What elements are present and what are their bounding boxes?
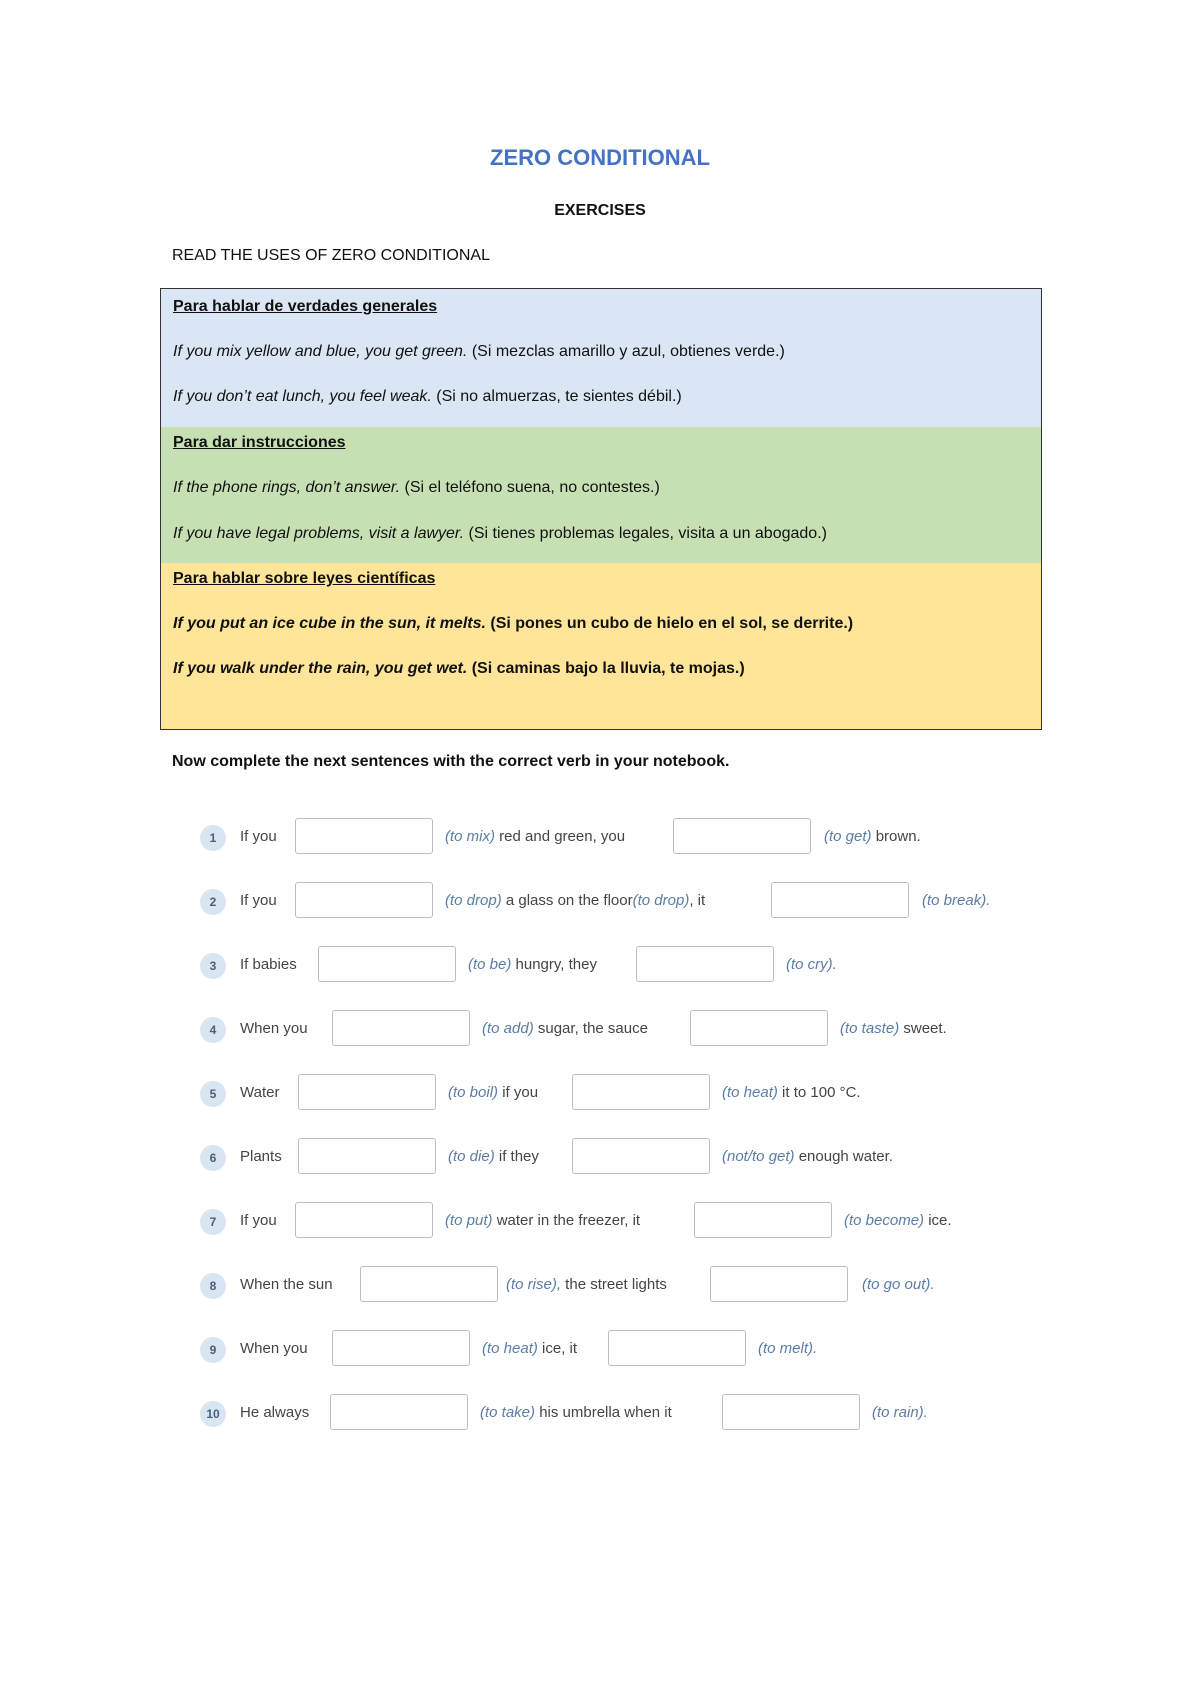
sentence-middle bbox=[506, 1276, 667, 1293]
answer-blank-2[interactable] bbox=[722, 1394, 860, 1430]
sentence-text: a glass on the floor bbox=[501, 892, 633, 909]
sentence-end bbox=[872, 1404, 928, 1421]
sentence-text: hungry, they bbox=[511, 956, 597, 973]
sentence-middle bbox=[448, 1084, 538, 1101]
uses-table bbox=[160, 288, 1042, 730]
science-example-1-en: If you put an ice cube in the sun, it melts. bbox=[173, 615, 486, 632]
sentence-end bbox=[840, 1020, 947, 1037]
sentence-end bbox=[786, 956, 837, 973]
sentence-start: If you bbox=[240, 828, 277, 845]
sentence-text: his umbrella when it bbox=[535, 1404, 672, 1421]
verb-hint: (to heat) bbox=[482, 1340, 538, 1357]
general-example-1-es: (Si mezclas amarillo y azul, obtienes verde.) bbox=[467, 343, 785, 360]
answer-blank-1[interactable] bbox=[330, 1394, 468, 1430]
verb-hint: (to melt). bbox=[758, 1340, 818, 1357]
science-example-2-en: If you walk under the rain, you get wet. bbox=[173, 660, 468, 677]
verb-hint: (to taste) bbox=[840, 1020, 900, 1037]
verb-hint: (to break). bbox=[922, 892, 991, 909]
exercise-number: 2 bbox=[200, 889, 226, 915]
sentence-middle bbox=[445, 892, 705, 909]
exercise-number: 5 bbox=[200, 1081, 226, 1107]
exercise-row bbox=[200, 1266, 1080, 1304]
answer-blank-1[interactable] bbox=[298, 1074, 436, 1110]
exercise-row bbox=[200, 1330, 1080, 1368]
verb-hint: (to get) bbox=[824, 828, 872, 845]
verb-hint: (to cry). bbox=[786, 956, 837, 973]
exercise-row bbox=[200, 946, 1080, 984]
instructions-example-1-en: If the phone rings, don’t answer. bbox=[173, 479, 401, 496]
science-laws-heading: Para hablar sobre leyes científicas bbox=[173, 570, 436, 587]
sentence-text: brown. bbox=[871, 828, 921, 845]
sentence-start: If you bbox=[240, 1212, 277, 1229]
exercise-row bbox=[200, 818, 1080, 856]
verb-hint: (to put) bbox=[445, 1212, 493, 1229]
verb-hint: (to mix) bbox=[445, 828, 495, 845]
general-truths-heading: Para hablar de verdades generales bbox=[173, 298, 438, 315]
instructions-example-1 bbox=[173, 479, 660, 497]
answer-blank-1[interactable] bbox=[298, 1138, 436, 1174]
general-example-1 bbox=[173, 343, 785, 361]
exercise-number: 8 bbox=[200, 1273, 226, 1299]
answer-blank-1[interactable] bbox=[360, 1266, 498, 1302]
sentence-text: if they bbox=[494, 1148, 539, 1165]
instructions-example-2 bbox=[173, 525, 827, 543]
sentence-end bbox=[722, 1084, 861, 1101]
science-example-1 bbox=[173, 615, 853, 633]
sentence-end bbox=[824, 828, 921, 845]
verb-hint: (to become) bbox=[844, 1212, 925, 1229]
answer-blank-2[interactable] bbox=[694, 1202, 832, 1238]
sentence-start: When you bbox=[240, 1020, 308, 1037]
exercise-instruction: Now complete the next sentences with the correct verb in your notebook. bbox=[172, 753, 730, 770]
sentence-start: If babies bbox=[240, 956, 297, 973]
sentence-end bbox=[844, 1212, 952, 1229]
verb-hint: (to die) bbox=[448, 1148, 495, 1165]
answer-blank-1[interactable] bbox=[295, 882, 433, 918]
verb-hint: (to boil) bbox=[448, 1084, 499, 1101]
sentence-middle bbox=[482, 1340, 577, 1357]
sentence-text: enough water. bbox=[794, 1148, 893, 1165]
science-example-2-es: (Si caminas bajo la lluvia, te mojas.) bbox=[467, 660, 745, 677]
instructions-heading: Para dar instrucciones bbox=[173, 434, 346, 451]
verb-hint: (to heat) bbox=[722, 1084, 778, 1101]
answer-blank-2[interactable] bbox=[572, 1074, 710, 1110]
exercise-number: 10 bbox=[200, 1401, 226, 1427]
sentence-middle bbox=[448, 1148, 539, 1165]
sentence-middle bbox=[445, 828, 625, 845]
answer-blank-1[interactable] bbox=[295, 1202, 433, 1238]
sentence-start: Plants bbox=[240, 1148, 282, 1165]
sentence-text: ice. bbox=[924, 1212, 952, 1229]
verb-hint: (to drop) bbox=[445, 892, 502, 909]
sentence-middle bbox=[468, 956, 597, 973]
exercise-number: 3 bbox=[200, 953, 226, 979]
science-example-1-es: (Si pones un cubo de hielo en el sol, se derrite.) bbox=[485, 615, 854, 632]
exercise-row bbox=[200, 1074, 1080, 1112]
instructions-section bbox=[161, 427, 1041, 563]
sentence-text: if you bbox=[498, 1084, 539, 1101]
verb-hint: (to rain). bbox=[872, 1404, 928, 1421]
sentence-end bbox=[722, 1148, 893, 1165]
page-title: ZERO CONDITIONAL bbox=[490, 145, 710, 170]
answer-blank-2[interactable] bbox=[673, 818, 811, 854]
sentence-middle bbox=[480, 1404, 672, 1421]
verb-hint: (to go out). bbox=[862, 1276, 935, 1293]
sentence-text: ice, it bbox=[537, 1340, 578, 1357]
verb-hint: (not/to get) bbox=[722, 1148, 795, 1165]
answer-blank-1[interactable] bbox=[295, 818, 433, 854]
exercise-number: 6 bbox=[200, 1145, 226, 1171]
science-laws-section bbox=[161, 563, 1041, 729]
exercise-number: 9 bbox=[200, 1337, 226, 1363]
sentence-text: sweet. bbox=[899, 1020, 947, 1037]
answer-blank-1[interactable] bbox=[332, 1330, 470, 1366]
instructions-example-2-es: (Si tienes problemas legales, visita a un abogado.) bbox=[464, 525, 827, 542]
answer-blank-2[interactable] bbox=[608, 1330, 746, 1366]
answer-blank-1[interactable] bbox=[332, 1010, 470, 1046]
exercise-row bbox=[200, 882, 1080, 920]
exercise-number: 7 bbox=[200, 1209, 226, 1235]
verb-hint-repeat: (to drop) bbox=[632, 892, 690, 909]
sentence-text: the street lights bbox=[561, 1276, 667, 1293]
sentence-start: When you bbox=[240, 1340, 308, 1357]
sentence-text: red and green, you bbox=[495, 828, 626, 845]
sentence-text: , it bbox=[689, 892, 706, 909]
general-example-2 bbox=[173, 388, 682, 406]
instructions-example-2-en: If you have legal problems, visit a lawyer. bbox=[173, 525, 465, 542]
sentence-middle bbox=[445, 1212, 640, 1229]
general-truths-section bbox=[161, 289, 1041, 427]
answer-blank-2[interactable] bbox=[771, 882, 909, 918]
sentence-start: If you bbox=[240, 892, 277, 909]
sentence-start: When the sun bbox=[240, 1276, 333, 1293]
science-example-2 bbox=[173, 660, 745, 678]
verb-hint: (to take) bbox=[480, 1404, 536, 1421]
sentence-start: Water bbox=[240, 1084, 280, 1101]
answer-blank-2[interactable] bbox=[710, 1266, 848, 1302]
sentence-text: it to 100 °C. bbox=[777, 1084, 861, 1101]
sentence-text: water in the freezer, it bbox=[492, 1212, 641, 1229]
exercise-row bbox=[200, 1138, 1080, 1176]
answer-blank-1[interactable] bbox=[318, 946, 456, 982]
exercise-number: 1 bbox=[200, 825, 226, 851]
sentence-middle bbox=[482, 1020, 648, 1037]
exercise-row bbox=[200, 1394, 1080, 1432]
intro-text: READ THE USES OF ZERO CONDITIONAL bbox=[172, 247, 490, 264]
exercise-row bbox=[200, 1010, 1080, 1048]
exercise-number: 4 bbox=[200, 1017, 226, 1043]
instructions-example-1-es: (Si el teléfono suena, no contestes.) bbox=[400, 479, 660, 496]
answer-blank-2[interactable] bbox=[636, 946, 774, 982]
verb-hint: (to rise), bbox=[506, 1276, 562, 1293]
answer-blank-2[interactable] bbox=[690, 1010, 828, 1046]
exercise-row bbox=[200, 1202, 1080, 1240]
sentence-end bbox=[922, 892, 990, 909]
general-example-2-es: (Si no almuerzas, te sientes débil.) bbox=[431, 388, 682, 405]
sentence-start: He always bbox=[240, 1404, 310, 1421]
verb-hint: (to be) bbox=[468, 956, 512, 973]
verb-hint: (to add) bbox=[482, 1020, 534, 1037]
general-example-1-en: If you mix yellow and blue, you get green. bbox=[173, 343, 468, 360]
general-example-2-en: If you don’t eat lunch, you feel weak. bbox=[173, 388, 432, 405]
page-subtitle: EXERCISES bbox=[554, 202, 646, 219]
sentence-end bbox=[758, 1340, 817, 1357]
sentence-end bbox=[862, 1276, 935, 1293]
sentence-text: sugar, the sauce bbox=[533, 1020, 648, 1037]
answer-blank-2[interactable] bbox=[572, 1138, 710, 1174]
